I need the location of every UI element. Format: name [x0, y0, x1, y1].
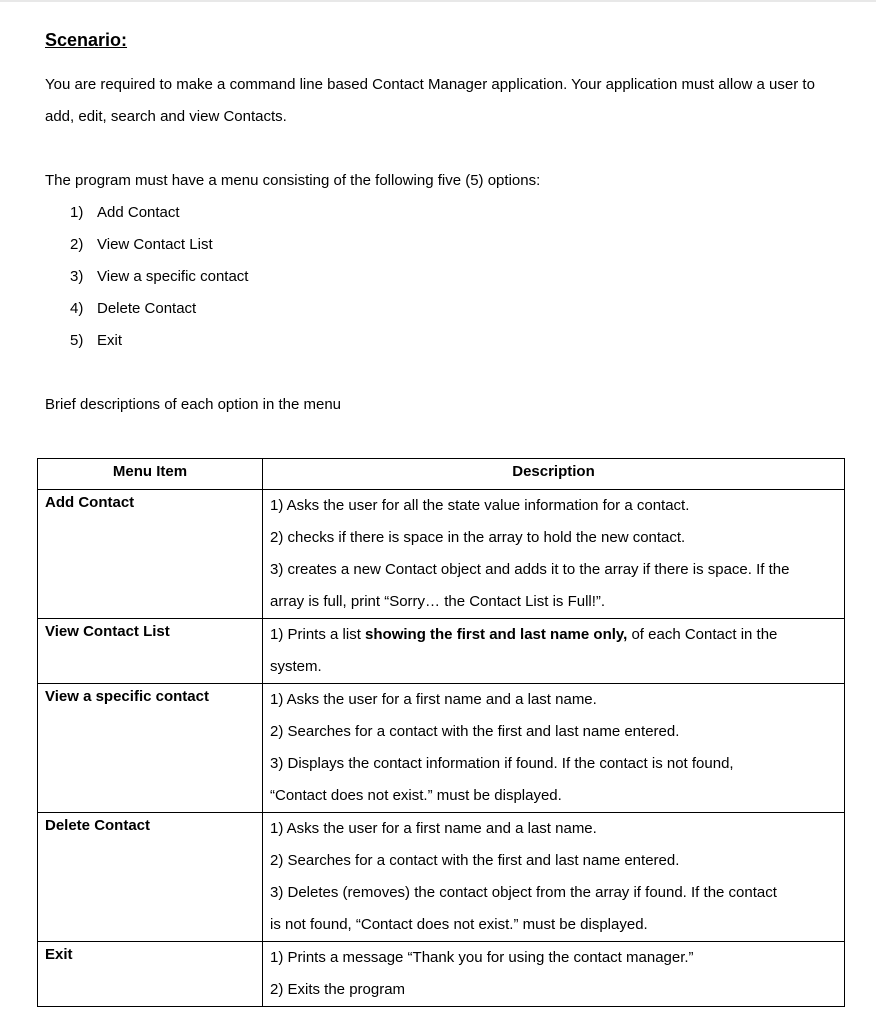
- description-line: array is full, print “Sorry… the Contact List is Full!”.: [270, 593, 606, 610]
- table-row: [38, 813, 845, 942]
- menu-option-number: 3): [70, 268, 84, 285]
- menu-option: [70, 261, 248, 293]
- description-line: 2) Exits the program: [270, 981, 406, 998]
- description-line: is not found, “Contact does not exist.” must be displayed.: [270, 916, 648, 933]
- description-emphasis: showing the first and last name only,: [365, 626, 628, 643]
- description-line: 2) Searches for a contact with the first and last name entered.: [270, 723, 680, 740]
- menu-option: [70, 197, 248, 229]
- description-line: 1) Prints a message “Thank you for using the contact manager.”: [270, 949, 694, 966]
- menu-option-label: View Contact List: [97, 236, 213, 253]
- menu-description-table: [37, 458, 845, 1007]
- description-line: 3) creates a new Contact object and adds it to the array if there is space. If the: [270, 561, 790, 578]
- row-item-view-specific-contact: View a specific contact: [38, 684, 263, 813]
- description-text: 1) Prints a list: [270, 626, 366, 643]
- menu-option-label: View a specific contact: [97, 268, 249, 285]
- row-description: [263, 490, 845, 619]
- row-item-delete-contact: Delete Contact: [38, 813, 263, 942]
- menu-option: [70, 293, 248, 325]
- description-line: system.: [270, 658, 322, 675]
- table-row: [38, 490, 845, 619]
- table-header-row: [38, 459, 845, 490]
- menu-option-number: 4): [70, 300, 84, 317]
- menu-intro-paragraph: The program must have a menu consisting of the following five (5) options:: [45, 172, 541, 189]
- description-line: “Contact does not exist.” must be displayed.: [270, 787, 562, 804]
- row-description: [263, 942, 845, 1007]
- description-line: 2) Searches for a contact with the first and last name entered.: [270, 852, 680, 869]
- menu-option-label: Exit: [97, 332, 123, 349]
- description-line: 1) Asks the user for a first name and a last name.: [270, 691, 597, 708]
- menu-option-number: 2): [70, 236, 84, 253]
- menu-option: [70, 325, 248, 357]
- table-row: [38, 942, 845, 1007]
- menu-option: [70, 229, 248, 261]
- intro-paragraph: You are required to make a command line based Contact Manager application. Your application must allow a user to add, edit, search and view Contacts.: [45, 76, 815, 125]
- menu-option-number: 5): [70, 332, 84, 349]
- row-description: [263, 619, 845, 684]
- scenario-heading: Scenario:: [45, 30, 128, 50]
- row-description: [263, 684, 845, 813]
- row-item-add-contact: Add Contact: [38, 490, 263, 619]
- description-line: 3) Displays the contact information if found. If the contact is not found,: [270, 755, 734, 772]
- table-row: [38, 684, 845, 813]
- top-divider: [0, 0, 876, 2]
- table-row: [38, 619, 845, 684]
- description-line: 3) Deletes (removes) the contact object from the array if found. If the contact: [270, 884, 777, 901]
- header-menu-item: Menu Item: [38, 459, 263, 490]
- menu-options-list: [70, 197, 248, 357]
- header-description: Description: [263, 459, 845, 490]
- brief-paragraph: Brief descriptions of each option in the menu: [45, 396, 342, 413]
- description-line: 1) Asks the user for a first name and a last name.: [270, 820, 597, 837]
- description-text: of each Contact in the: [627, 626, 778, 643]
- menu-option-label: Delete Contact: [97, 300, 197, 317]
- description-line: 2) checks if there is space in the array to hold the new contact.: [270, 529, 686, 546]
- description-line: 1) Asks the user for all the state value information for a contact.: [270, 497, 690, 514]
- row-item-view-contact-list: View Contact List: [38, 619, 263, 684]
- row-item-exit: Exit: [38, 942, 263, 1007]
- description-line: [270, 619, 837, 651]
- row-description: [263, 813, 845, 942]
- menu-option-label: Add Contact: [97, 204, 180, 221]
- menu-option-number: 1): [70, 204, 84, 221]
